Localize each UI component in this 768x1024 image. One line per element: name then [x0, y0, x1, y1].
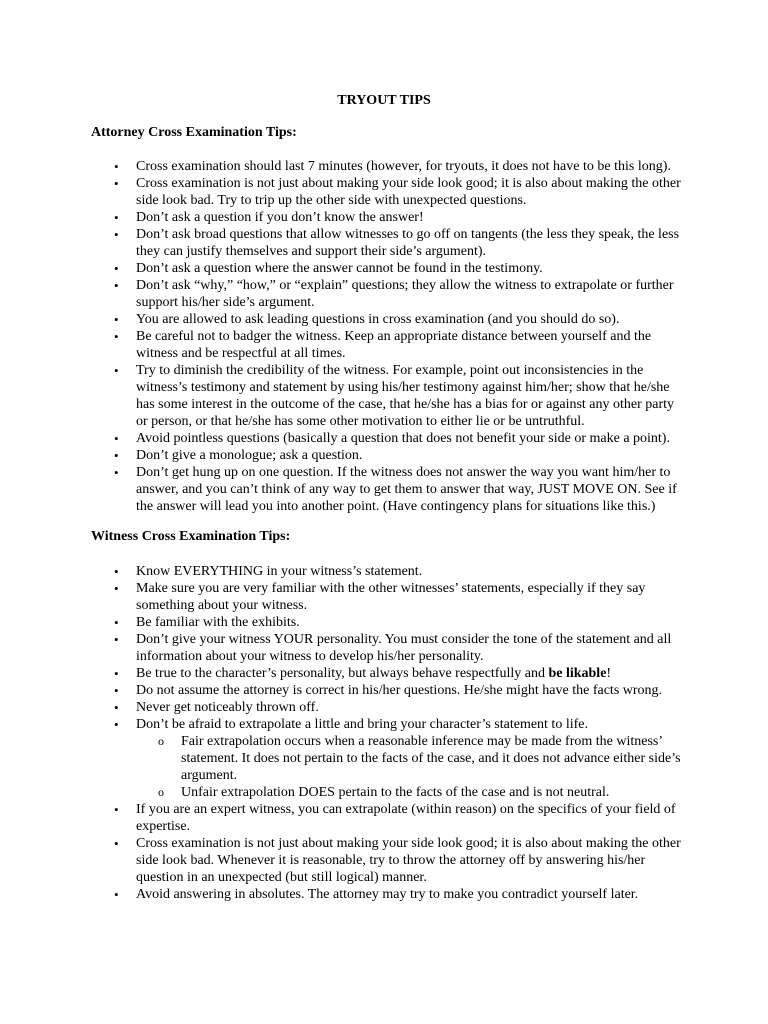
attorney-tip: • Don’t ask a question where the answer cannot be found in the testimony.	[91, 260, 681, 277]
extrapolate-text: Don’t be afraid to extrapolate a little and bring your character’s statement to life.	[136, 717, 588, 732]
witness-tip: • Never get noticeably thrown off.	[91, 699, 681, 716]
witness-tip: • Be familiar with the exhibits.	[91, 614, 681, 631]
attorney-tip: • Be careful not to badger the witness. Keep an appropriate distance between yourself and the witness and be respectful at all times.	[91, 328, 681, 362]
extrapolation-sub-list	[136, 733, 681, 801]
attorney-tip: • Cross examination should last 7 minutes (however, for tryouts, it does not have to be this long).	[91, 158, 681, 175]
witness-tip: • Make sure you are very familiar with the other witnesses’ statements, especially if they say something about your witness.	[91, 580, 681, 614]
extrapolation-sub-item: o Fair extrapolation occurs when a reasonable inference may be made from the witness’ statement. It does not pertain to the facts of the case, and it does not advance either side’s argument.	[136, 733, 681, 784]
likable-emphasis: be likable	[548, 666, 607, 681]
witness-tip: • Avoid answering in absolutes. The attorney may try to make you contradict yourself later.	[91, 886, 681, 903]
attorney-tips-list	[91, 158, 681, 515]
attorney-tip: • Cross examination is not just about making your side look good; it is also about making the other side look bad. Try to trip up the other side with unexpected questions.	[91, 175, 681, 209]
witness-tip-extrapolate	[91, 716, 681, 801]
witness-section-heading: Witness Cross Examination Tips:	[91, 529, 291, 544]
witness-tip: • Know EVERYTHING in your witness’s statement.	[91, 563, 681, 580]
extrapolation-sub-item: o Unfair extrapolation DOES pertain to the facts of the case and is not neutral.	[136, 784, 681, 801]
attorney-tip: • You are allowed to ask leading questions in cross examination (and you should do so).	[91, 311, 681, 328]
witness-tips-list	[91, 563, 681, 903]
attorney-tip: • Don’t ask “why,” “how,” or “explain” questions; they allow the witness to extrapolate or further support his/her side’s argument.	[91, 277, 681, 311]
witness-tip: • If you are an expert witness, you can extrapolate (within reason) on the specifics of your field of expertise.	[91, 801, 681, 835]
attorney-tip: • Don’t ask broad questions that allow witnesses to go off on tangents (the less they speak, the less they can justify themselves and support their side’s argument).	[91, 226, 681, 260]
witness-tip: • Cross examination is not just about making your side look good; it is also about making the other side look bad. Whenever it is reasonable, try to throw the attorney off by answering his/her question in an unexpected (but still logical) manner.	[91, 835, 681, 886]
witness-tip-likable	[91, 665, 681, 682]
attorney-tip: • Don’t ask a question if you don’t know the answer!	[91, 209, 681, 226]
attorney-section-heading: Attorney Cross Examination Tips:	[91, 125, 297, 140]
witness-tip: • Don’t give your witness YOUR personality. You must consider the tone of the statement and all information about your witness to develop his/her personality.	[91, 631, 681, 665]
likable-text-before: Be true to the character’s personality, but always behave respectfully and	[136, 666, 549, 681]
attorney-tip: • Don’t get hung up on one question. If the witness does not answer the way you want him/her to answer, and you can’t think of any way to get them to answer that way, JUST MOVE ON. See if the answer will lead you into another point. (Have contingency plans for situations like this.)	[91, 464, 681, 515]
attorney-tip: • Avoid pointless questions (basically a question that does not benefit your side or make a point).	[91, 430, 681, 447]
witness-tip: • Do not assume the attorney is correct in his/her questions. He/she might have the facts wrong.	[91, 682, 681, 699]
likable-text-after: !	[606, 666, 612, 681]
attorney-tip: • Don’t give a monologue; ask a question.	[91, 447, 681, 464]
attorney-tip: • Try to diminish the credibility of the witness. For example, point out inconsistencies in the witness’s testimony and statement by using his/her testimony against him/her; show that he/she has some interest in the outcome of the case, that he/she has a bias for or against any other party or person, or that he/she has some other motivation to either lie or be untruthful.	[91, 362, 681, 430]
document-title: TRYOUT TIPS	[337, 93, 431, 108]
